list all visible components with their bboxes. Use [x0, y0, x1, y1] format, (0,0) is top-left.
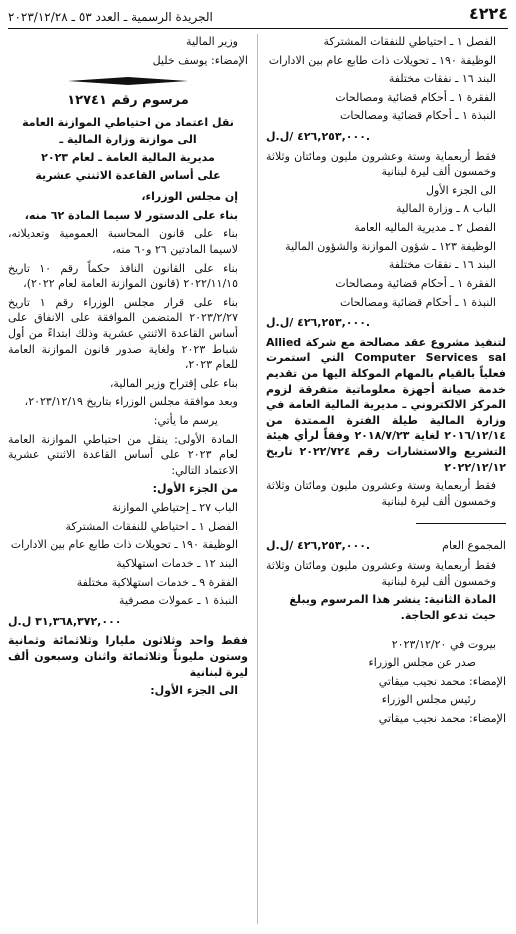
- from-part-label: من الجزء الأول:: [152, 482, 238, 496]
- amount-words-2: فقط أربعماية وستة وعشرون مليون ومائتان وثلاثة وخمسون ألف ليرة لبنانية: [266, 479, 496, 508]
- from-section: الفصل ١ ـ احتياطي للنفقات المشتركة: [65, 519, 238, 533]
- line-to-part: الى الجزء الأول: [426, 183, 496, 197]
- column-divider: [257, 34, 258, 924]
- right-column: [266, 34, 506, 924]
- total-row: [266, 538, 506, 554]
- minister-signature: الإمضاء: يوسف خليل: [152, 53, 248, 67]
- preamble-accounting-law: بناء على قانون المحاسبة العمومية وتعديلاته، لاسيما المادتين ٢٦ و٦٠ منه،: [8, 227, 238, 256]
- from-function: الوظيفة ١٩٠ ـ تحويلات ذات طابع عام بين الادارات: [10, 538, 238, 552]
- decree-title-line-4: على أساس القاعدة الاثنتي عشرية: [35, 168, 221, 182]
- left-column: [8, 34, 248, 924]
- decree-title-line-1: نقل اعتماد من احتياطي الموازنة العامة: [22, 115, 234, 129]
- line-function-budget: الوظيفة ١٢٣ ـ شؤون الموازنة والشؤون المالية: [285, 239, 496, 253]
- total-label: المجموع العام: [442, 539, 506, 553]
- preamble-council: إن مجلس الوزراء،: [141, 190, 238, 204]
- line-chapter-ministry: الباب ٨ ـ وزارة المالية: [395, 202, 496, 216]
- minister-title: وزير المالية: [186, 35, 238, 48]
- preamble-proposal: بناء على إقتراح وزير المالية،: [109, 376, 238, 390]
- line-paragraph-2: الفقرة ١ ـ أحكام قضائية ومصالحات: [335, 276, 496, 290]
- signature-2: الإمضاء: محمد نجيب ميقاتي: [378, 711, 506, 725]
- decree-title-line-2: الى موازنة وزارة المالية ـ: [59, 133, 197, 147]
- line-subparagraph: النبذة ١ ـ أحكام قضائية ومصالحات: [340, 109, 496, 123]
- line-subparagraph-2: النبذة ١ ـ أحكام قضائية ومصالحات: [340, 295, 496, 309]
- line-item: البند ١٦ ـ نفقات مختلفة: [388, 72, 496, 86]
- amount-words-3: فقط أربعماية وستة وعشرون مليون ومائتان وثلاثة وخمسون ألف ليرة لبنانية: [266, 559, 496, 588]
- preamble-approval: وبعد موافقة مجلس الوزراء بتاريخ ٢٠٢٣/١٢/١٩،: [24, 395, 238, 409]
- page-header: [8, 4, 508, 29]
- article-2: المادة الثانية: ينشر هذا المرسوم ويبلغ حيث تدعو الحاجة.: [289, 593, 496, 622]
- line-section-directorate: الفصل ٢ ـ مديرية الماليه العامة: [354, 221, 496, 235]
- from-paragraph: الفقرة ٩ ـ خدمات استهلاكية مختلفة: [76, 575, 238, 589]
- preamble-constitution: بناء على الدستور لا سيما المادة ٦٢ منه،: [24, 208, 238, 222]
- amount-2: ٤٢٦,٢٥٣,٠٠٠ /ل.ل.: [266, 316, 371, 330]
- amount-1: ٤٢٦,٢٥٣,٠٠٠ /ل.ل.: [266, 130, 371, 144]
- transfer-amount: ٣١,٣٦٨,٣٧٢,٠٠٠ ل.ل: [8, 614, 122, 628]
- line-item-misc: البند ١٦ ـ نفقات مختلفة: [388, 258, 496, 272]
- from-subparagraph: النبذة ١ ـ عمولات مصرفية: [119, 594, 238, 608]
- line-function: الوظيفة ١٩٠ ـ تحويلات ذات طابع عام بين الادارات: [268, 53, 496, 67]
- from-chapter: الباب ٢٧ ـ إحتياطي الموازنة: [111, 501, 238, 515]
- amount-words-1: فقط أربعماية وستة وعشرون مليون ومائتان وثلاثة وخمسون ألف ليرة لبنانية: [266, 149, 496, 179]
- decree-title-line-3: مديرية المالية العامة ـ لعام ٢٠٢٣: [41, 150, 215, 164]
- line-paragraph: الفقرة ١ ـ أحكام قضائية ومصالحات: [335, 90, 496, 104]
- from-item: البند ١٢ ـ خدمات استهلاكية: [116, 556, 238, 570]
- ornament-divider-icon: [68, 76, 188, 86]
- issued-by: صدر عن مجلس الوزراء: [368, 656, 476, 670]
- preamble-council-decision: بناء على قرار مجلس الوزراء رقم ١ تاريخ ٢٠٢٣/٢/٢٧ المتضمن الموافقة على الانفاق على أساس القاعدة الاثنتي عشرية وذلك ابتداءً من أول شباط ٢٠٢٣ ولغاية صدور قانون الموازنة العامة للعام ٢٠٢٣،: [8, 295, 238, 372]
- preamble-budget-law: بناء على القانون النافذ حكماً رقم ١٠ تاريخ ٢٠٢٢/١١/١٥ (قانون الموازنة العامة لعام ٢٠٢٢)،: [8, 261, 238, 291]
- separator-rule: [416, 523, 506, 524]
- prime-minister-title: رئيس مجلس الوزراء: [381, 693, 476, 707]
- page-number: ٤٢٢٤: [468, 4, 508, 24]
- decree-date: بيروت في ٢٠٢٣/١٢/٢٠: [391, 637, 496, 651]
- line-chapter: الفصل ١ ـ احتياطي للنفقات المشتركة: [323, 35, 496, 48]
- settlement-paragraph: لتنفيذ مشروع عقد مصالحة مع شركة Allied Computer Services sal التي استمرت فعلياً بالقيام بالمهام الموكلة اليها من تقديم خدمة صيانة أجهزة معلوماتية متفرقة لزوم المركز الالكتروني ـ مديرية المالية العامة في وزارة المالية طيلة الفترة الممتدة من ٢٠١٦/١٢/١٤ لغاية ٢٠١٨/٧/٢٣ وفقاً لرأي هيئة التشريع والاستشارات رقم ٢٠٢٢/٧٢٤ تاريخ ٢٠٢٢/١٢/١٢: [266, 335, 506, 474]
- to-part-label: الى الجزء الأول:: [150, 684, 238, 698]
- transfer-amount-words: فقط واحد وثلاثون مليارا وثلاثمائة وثمانية وستون مليوناً وثلاثمائة واثنان وسبعون ألف ليرة لبنانية: [8, 634, 248, 679]
- gazette-issue-title: الجريدة الرسمية ـ العدد ٥٣ ـ ٢٠٢٣/١٢/٢٨: [8, 9, 213, 24]
- decree-number: مرسوم رقم ١٢٧٤١: [67, 93, 189, 109]
- article-1: المادة الأولى: ينقل من احتياطي الموازنة العامة لعام ٢٠٢٣ على أساس القاعدة الاثنتي عشرية الاعتماد التالي:: [8, 432, 238, 477]
- decrees-following: يرسم ما يأتي:: [153, 414, 218, 428]
- total-amount: ٤٢٦,٢٥٣,٠٠٠ /ل.ل.: [266, 539, 371, 553]
- signature-1: الإمضاء: محمد نجيب ميقاتي: [378, 674, 506, 688]
